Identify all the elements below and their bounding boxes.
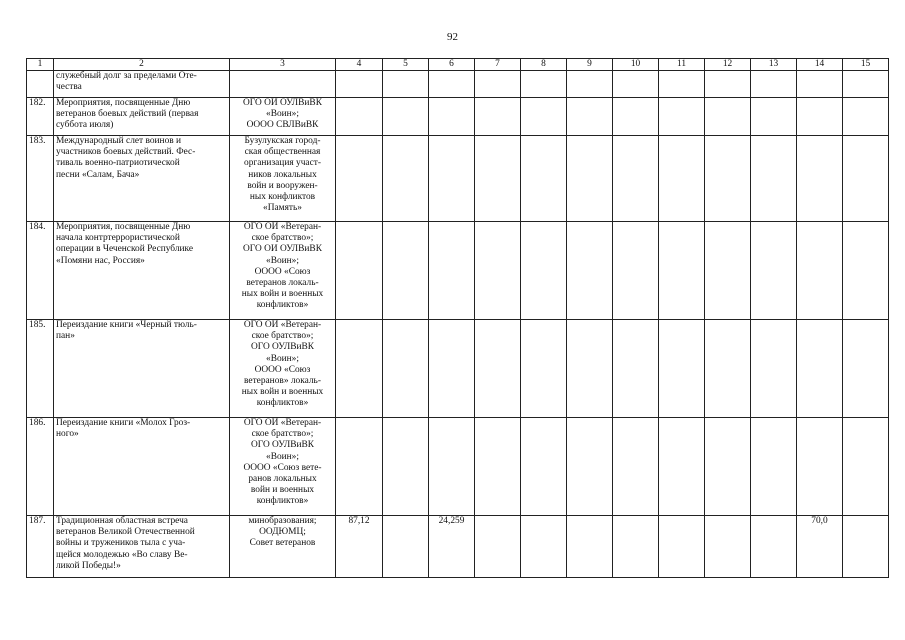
budget-table — [26, 58, 889, 578]
value-cell-col-11 — [659, 418, 705, 516]
column-number-7: 7 — [475, 59, 521, 71]
value-cell-col-8 — [521, 71, 567, 98]
value-cell-col-7 — [475, 418, 521, 516]
value-cell-col-13 — [751, 136, 797, 222]
value-cell-col-12 — [705, 222, 751, 320]
row-number-cell: 185. — [27, 320, 54, 418]
value-cell-col-12 — [705, 516, 751, 578]
column-number-6: 6 — [429, 59, 475, 71]
column-number-10: 10 — [613, 59, 659, 71]
value-cell-col-5 — [383, 71, 429, 98]
table-row — [27, 98, 889, 136]
event-name-cell: служебный долг за пределами Оте- чества — [54, 71, 230, 98]
value-cell-col-11 — [659, 71, 705, 98]
value-cell-col-6 — [429, 418, 475, 516]
table-row — [27, 222, 889, 320]
value-cell-col-15 — [843, 222, 889, 320]
value-cell-col-4 — [336, 136, 383, 222]
column-number-12: 12 — [705, 59, 751, 71]
value-cell-col-6 — [429, 222, 475, 320]
value-cell-col-14 — [797, 320, 843, 418]
value-cell-col-11 — [659, 516, 705, 578]
value-cell-col-4: 87,12 — [336, 516, 383, 578]
value-cell-col-9 — [567, 516, 613, 578]
value-cell-col-5 — [383, 98, 429, 136]
value-cell-col-14 — [797, 418, 843, 516]
value-cell-col-15 — [843, 516, 889, 578]
value-cell-col-8 — [521, 222, 567, 320]
value-cell-col-11 — [659, 320, 705, 418]
value-cell-col-14: 70,0 — [797, 516, 843, 578]
value-cell-col-9 — [567, 136, 613, 222]
value-cell-col-10 — [613, 98, 659, 136]
column-number-2: 2 — [54, 59, 230, 71]
organizer-cell: ОГО ОИ «Ветеран- ское братство»; ОГО ОИ ОУЛВиВК «Воин»; ОООО «Союз ветеранов локаль- ных войн и военных конфликтов» — [230, 222, 336, 320]
value-cell-col-12 — [705, 320, 751, 418]
value-cell-col-14 — [797, 98, 843, 136]
value-cell-col-14 — [797, 71, 843, 98]
value-cell-col-13 — [751, 71, 797, 98]
value-cell-col-8 — [521, 136, 567, 222]
value-cell-col-4 — [336, 320, 383, 418]
organizer-cell — [230, 71, 336, 98]
value-cell-col-11 — [659, 136, 705, 222]
value-cell-col-10 — [613, 516, 659, 578]
value-cell-col-11 — [659, 98, 705, 136]
table-row — [27, 71, 889, 98]
column-number-5: 5 — [383, 59, 429, 71]
row-number-cell: 187. — [27, 516, 54, 578]
value-cell-col-15 — [843, 98, 889, 136]
event-name-cell: Мероприятия, посвященные Дню начала контртеррористической операции в Чеченской Республике «Помяни нас, Россия» — [54, 222, 230, 320]
value-cell-col-7 — [475, 71, 521, 98]
value-cell-col-9 — [567, 222, 613, 320]
value-cell-col-14 — [797, 136, 843, 222]
table-row — [27, 320, 889, 418]
value-cell-col-5 — [383, 418, 429, 516]
column-number-15: 15 — [843, 59, 889, 71]
value-cell-col-12 — [705, 71, 751, 98]
value-cell-col-7 — [475, 516, 521, 578]
value-cell-col-9 — [567, 71, 613, 98]
value-cell-col-8 — [521, 418, 567, 516]
value-cell-col-8 — [521, 320, 567, 418]
value-cell-col-13 — [751, 418, 797, 516]
value-cell-col-6 — [429, 320, 475, 418]
value-cell-col-11 — [659, 222, 705, 320]
value-cell-col-13 — [751, 320, 797, 418]
value-cell-col-10 — [613, 222, 659, 320]
column-number-14: 14 — [797, 59, 843, 71]
value-cell-col-15 — [843, 418, 889, 516]
column-number-13: 13 — [751, 59, 797, 71]
value-cell-col-15 — [843, 71, 889, 98]
column-number-3: 3 — [230, 59, 336, 71]
value-cell-col-5 — [383, 516, 429, 578]
value-cell-col-8 — [521, 98, 567, 136]
row-number-cell: 186. — [27, 418, 54, 516]
value-cell-col-4 — [336, 222, 383, 320]
value-cell-col-15 — [843, 320, 889, 418]
value-cell-col-7 — [475, 222, 521, 320]
event-name-cell: Традиционная областная встреча ветеранов Великой Отечественной войны и тружеников тыла с уча- щейся молодежью «Во славу Ве- ликой Победы!» — [54, 516, 230, 578]
column-number-8: 8 — [521, 59, 567, 71]
table-row — [27, 418, 889, 516]
value-cell-col-7 — [475, 98, 521, 136]
value-cell-col-9 — [567, 320, 613, 418]
value-cell-col-6 — [429, 71, 475, 98]
value-cell-col-6 — [429, 98, 475, 136]
value-cell-col-4 — [336, 71, 383, 98]
organizer-cell: ОГО ОИ ОУЛВиВК «Воин»; ОООО СВЛВиВК — [230, 98, 336, 136]
column-number-11: 11 — [659, 59, 705, 71]
organizer-cell: минобразования; ООДЮМЦ; Совет ветеранов — [230, 516, 336, 578]
event-name-cell: Переиздание книги «Черный тюль- пан» — [54, 320, 230, 418]
row-number-cell: 182. — [27, 98, 54, 136]
event-name-cell: Переиздание книги «Молох Гроз- ного» — [54, 418, 230, 516]
event-name-cell: Международный слет воинов и участников боевых действий. Фес- тиваль военно-патриотической песни «Салам, Бача» — [54, 136, 230, 222]
value-cell-col-8 — [521, 516, 567, 578]
value-cell-col-13 — [751, 222, 797, 320]
value-cell-col-4 — [336, 98, 383, 136]
value-cell-col-14 — [797, 222, 843, 320]
value-cell-col-13 — [751, 516, 797, 578]
value-cell-col-12 — [705, 98, 751, 136]
organizer-cell: Бузулукская город- ская общественная организация участ- ников локальных войн и вооружен- ных конфликтов «Память» — [230, 136, 336, 222]
value-cell-col-5 — [383, 136, 429, 222]
value-cell-col-10 — [613, 136, 659, 222]
organizer-cell: ОГО ОИ «Ветеран- ское братство»; ОГО ОУЛВиВК «Воин»; ОООО «Союз ветеранов» локаль- ных войн и военных конфликтов» — [230, 320, 336, 418]
value-cell-col-10 — [613, 320, 659, 418]
value-cell-col-12 — [705, 136, 751, 222]
value-cell-col-10 — [613, 71, 659, 98]
value-cell-col-12 — [705, 418, 751, 516]
column-number-9: 9 — [567, 59, 613, 71]
value-cell-col-6 — [429, 136, 475, 222]
page-number: 92 — [447, 31, 458, 43]
value-cell-col-9 — [567, 98, 613, 136]
value-cell-col-5 — [383, 320, 429, 418]
row-number-cell: 183. — [27, 136, 54, 222]
value-cell-col-5 — [383, 222, 429, 320]
organizer-cell: ОГО ОИ «Ветеран- ское братство»; ОГО ОУЛВиВК «Воин»; ОООО «Союз вете- ранов локальных войн и военных конфликтов» — [230, 418, 336, 516]
row-number-cell: 184. — [27, 222, 54, 320]
row-number-cell — [27, 71, 54, 98]
value-cell-col-15 — [843, 136, 889, 222]
column-number-1: 1 — [27, 59, 54, 71]
value-cell-col-9 — [567, 418, 613, 516]
value-cell-col-13 — [751, 98, 797, 136]
table-row — [27, 136, 889, 222]
event-name-cell: Мероприятия, посвященные Дню ветеранов боевых действий (первая суббота июля) — [54, 98, 230, 136]
column-number-row — [27, 59, 889, 71]
value-cell-col-7 — [475, 136, 521, 222]
value-cell-col-6: 24,259 — [429, 516, 475, 578]
value-cell-col-7 — [475, 320, 521, 418]
column-number-4: 4 — [336, 59, 383, 71]
value-cell-col-4 — [336, 418, 383, 516]
table-row — [27, 516, 889, 578]
value-cell-col-10 — [613, 418, 659, 516]
